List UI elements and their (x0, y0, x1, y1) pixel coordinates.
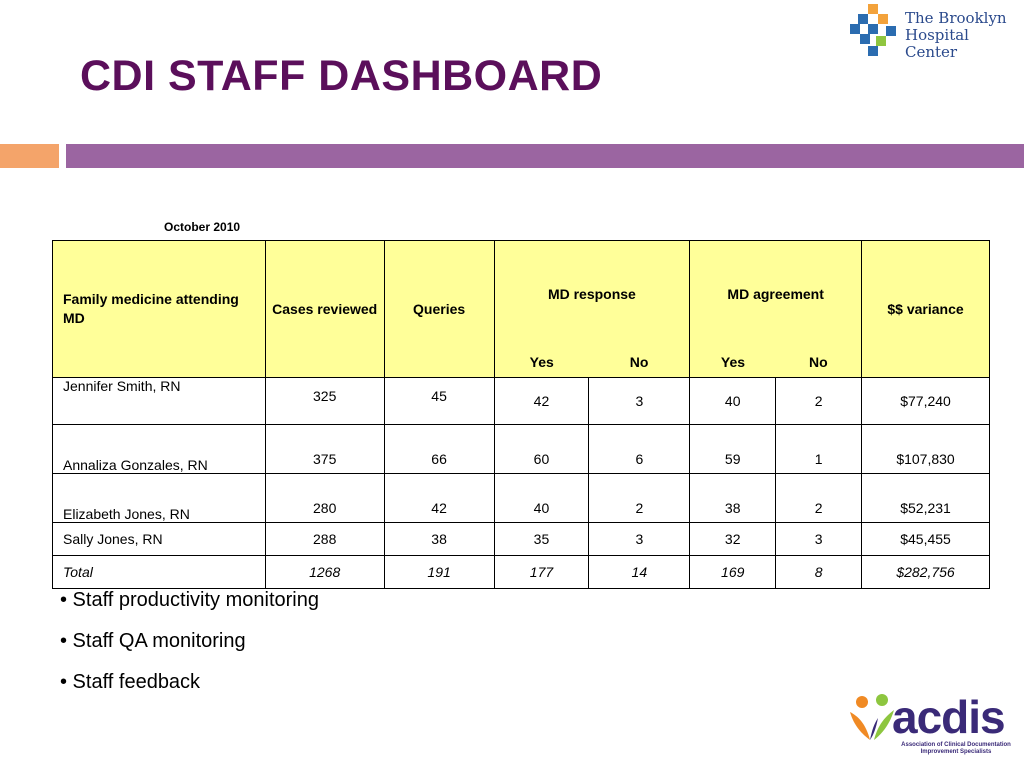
cell-agreement-yes: 59 (690, 425, 776, 474)
total-response-yes: 177 (494, 556, 589, 589)
cell-agreement-no: 2 (776, 378, 862, 425)
total-cases: 1268 (265, 556, 384, 589)
cell-response-yes: 35 (494, 523, 589, 556)
total-response-no: 14 (589, 556, 690, 589)
table-row (53, 523, 990, 556)
header-queries: Queries (384, 241, 494, 378)
cell-name: Elizabeth Jones, RN (53, 474, 266, 523)
acdis-figure-icon (848, 694, 898, 746)
header-response-no: No (589, 347, 690, 378)
cell-agreement-no: 2 (776, 474, 862, 523)
cell-variance: $45,455 (862, 523, 990, 556)
acdis-logo (848, 692, 1018, 764)
cell-response-yes: 60 (494, 425, 589, 474)
header-md-response: MD response (494, 241, 690, 348)
logo-text-line1: The Brooklyn (905, 9, 1007, 27)
table-total-row (53, 556, 990, 589)
cell-cases: 325 (265, 378, 384, 425)
cell-variance: $52,231 (862, 474, 990, 523)
header-cases: Cases reviewed (265, 241, 384, 378)
total-agreement-yes: 169 (690, 556, 776, 589)
acdis-tagline: Association of Clinical Documentation Improvement Specialists (901, 742, 1011, 755)
header-agreement-yes: Yes (690, 347, 776, 378)
bullet-item: • Staff feedback (60, 671, 201, 693)
cell-cases: 375 (265, 425, 384, 474)
cell-variance: $77,240 (862, 378, 990, 425)
total-queries: 191 (384, 556, 494, 589)
bullet-item: • Staff QA monitoring (60, 630, 246, 652)
table-row (53, 378, 990, 425)
cell-name: Jennifer Smith, RN (53, 378, 266, 425)
cell-cases: 280 (265, 474, 384, 523)
cell-name: Sally Jones, RN (53, 523, 266, 556)
brooklyn-hospital-logo (850, 4, 1022, 61)
total-variance: $282,756 (862, 556, 990, 589)
cell-agreement-yes: 38 (690, 474, 776, 523)
cell-response-no: 6 (589, 425, 690, 474)
cell-response-no: 3 (589, 378, 690, 425)
total-agreement-no: 8 (776, 556, 862, 589)
cell-agreement-no: 1 (776, 425, 862, 474)
cell-agreement-yes: 40 (690, 378, 776, 425)
cell-agreement-yes: 32 (690, 523, 776, 556)
header-agreement-no: No (776, 347, 862, 378)
cell-variance: $107,830 (862, 425, 990, 474)
cell-queries: 66 (384, 425, 494, 474)
header-md-agreement: MD agreement (690, 241, 862, 348)
total-label: Total (53, 556, 266, 589)
header-name: Family medicine attending MD (53, 241, 266, 378)
table-row (53, 474, 990, 523)
header-response-yes: Yes (494, 347, 589, 378)
bullet-list (60, 586, 319, 709)
bullet-item: • Staff productivity monitoring (60, 589, 319, 611)
accent-bar-purple (66, 144, 1024, 168)
page-title: CDI STAFF DASHBOARD (80, 52, 603, 100)
cell-response-no: 2 (589, 474, 690, 523)
cell-response-yes: 40 (494, 474, 589, 523)
cell-queries: 45 (384, 378, 494, 425)
cell-agreement-no: 3 (776, 523, 862, 556)
cell-name: Annaliza Gonzales, RN (53, 425, 266, 474)
cell-response-yes: 42 (494, 378, 589, 425)
cell-queries: 38 (384, 523, 494, 556)
header-variance: $$ variance (862, 241, 990, 378)
staff-dashboard-table (52, 240, 990, 589)
acdis-wordmark: acdis (892, 691, 1005, 743)
accent-bar-orange (0, 144, 59, 168)
cell-response-no: 3 (589, 523, 690, 556)
table-caption: October 2010 (164, 220, 241, 234)
logo-text-line2: Hospital Center (905, 26, 969, 61)
cross-logo-icon (850, 4, 902, 56)
table-row (53, 425, 990, 474)
cell-cases: 288 (265, 523, 384, 556)
cell-queries: 42 (384, 474, 494, 523)
